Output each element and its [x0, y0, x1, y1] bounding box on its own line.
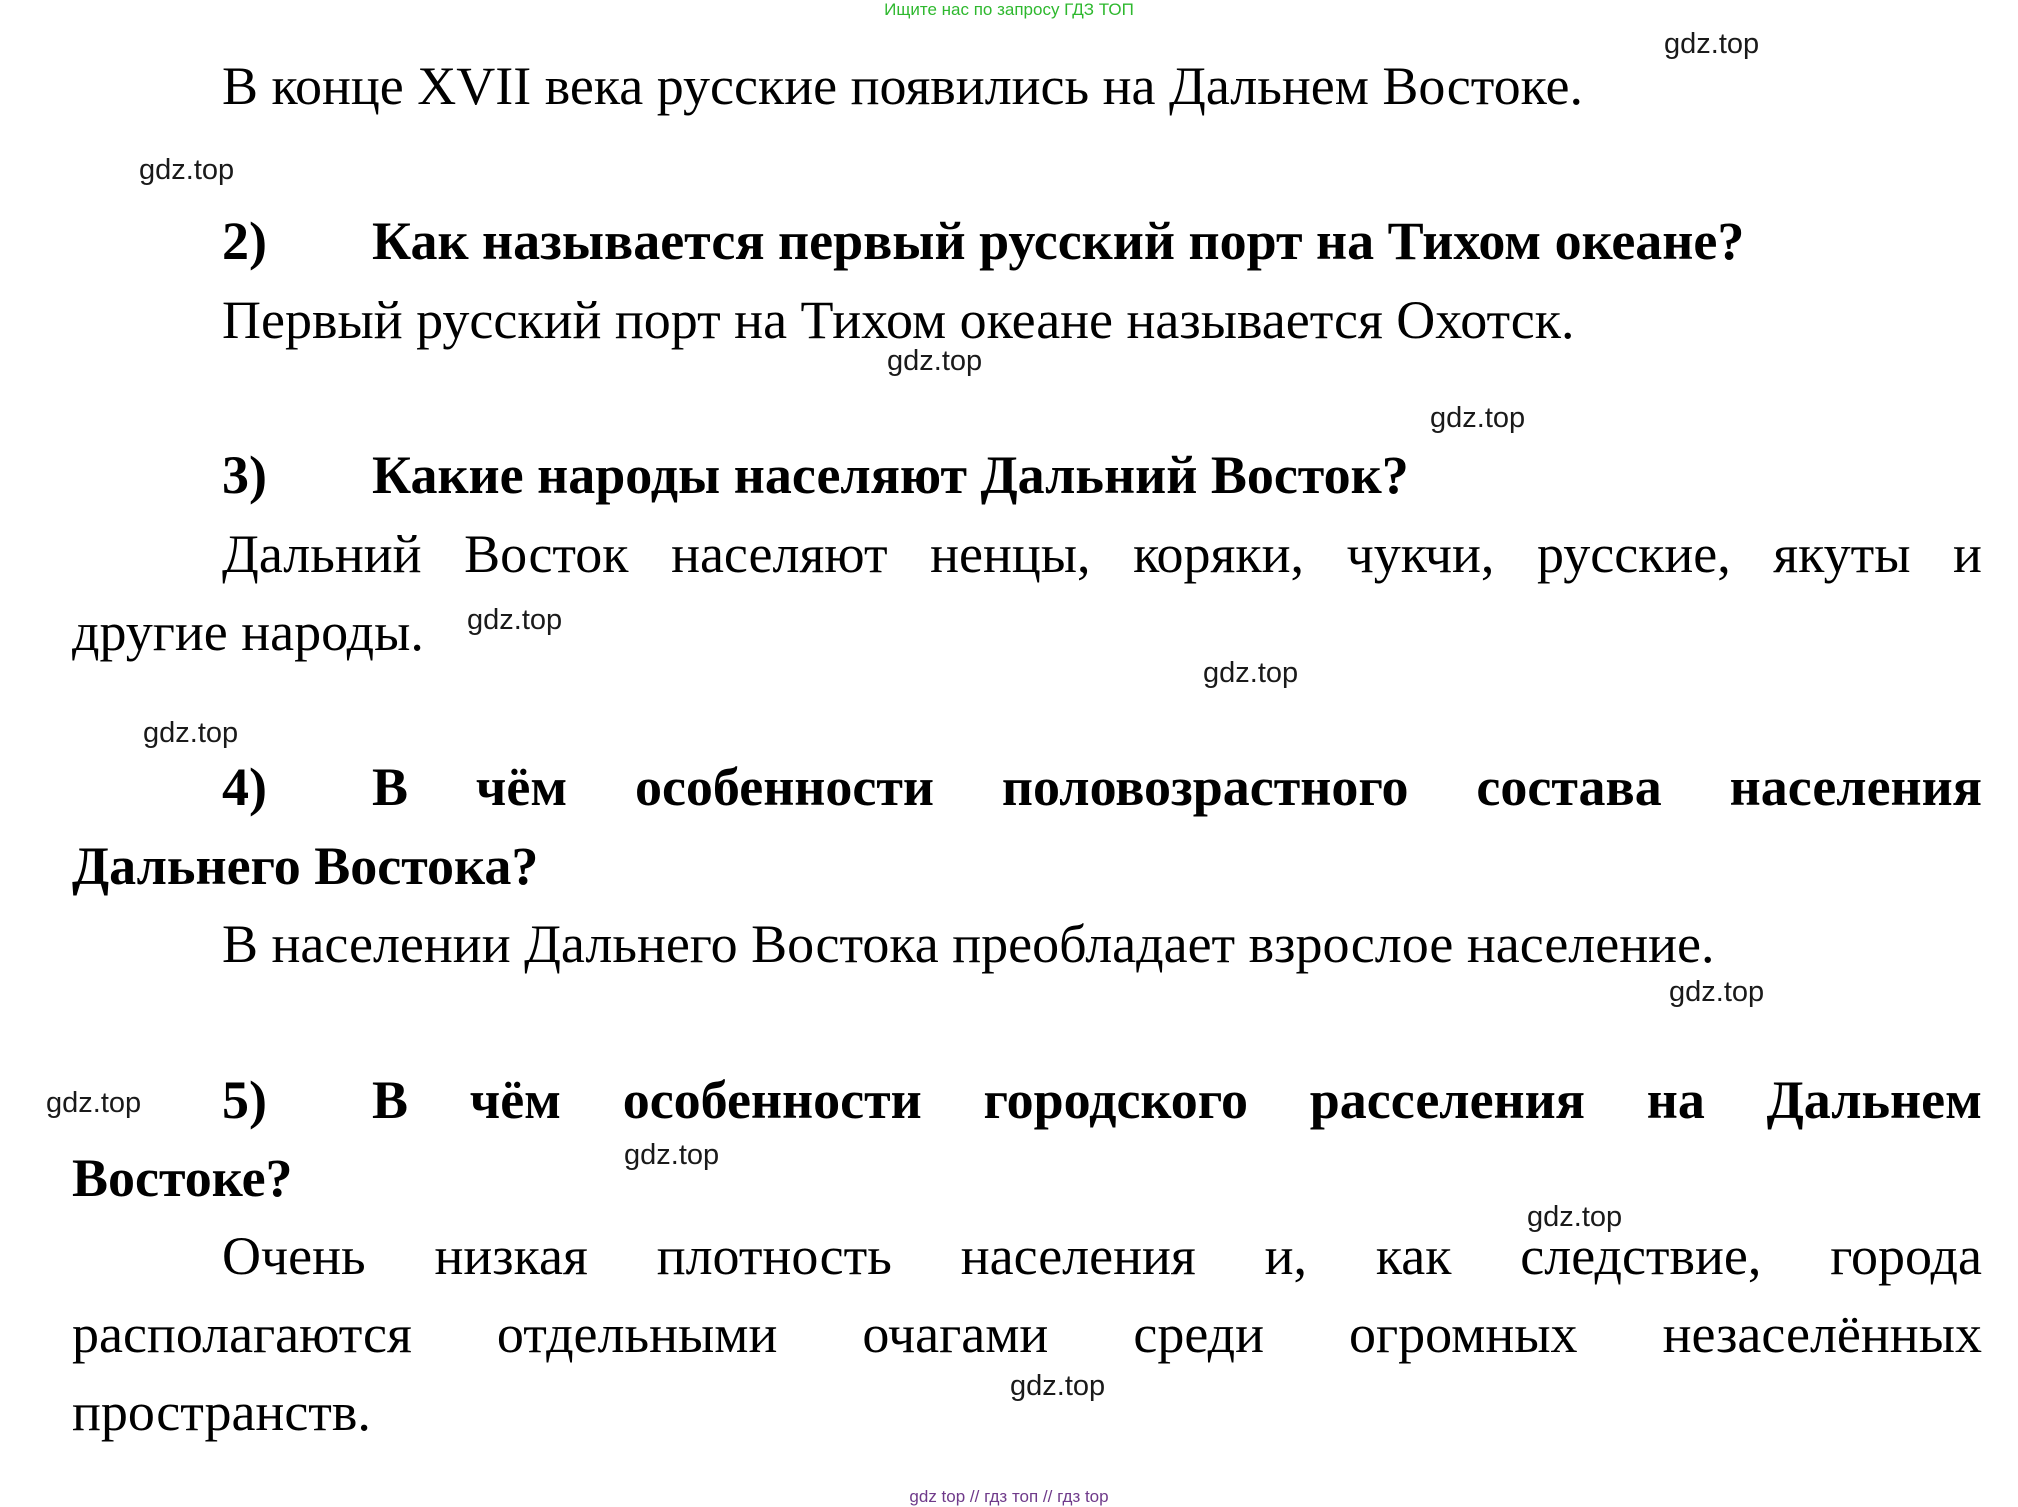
- word: особенности: [634, 757, 935, 817]
- word: ненцы,: [930, 524, 1091, 584]
- word: населения: [960, 1226, 1196, 1286]
- top-banner: Ищите нас по запросу ГДЗ ТОП: [884, 0, 1134, 19]
- question-5-line-2: Востоке?: [72, 1148, 293, 1208]
- word: отдельными: [496, 1304, 778, 1364]
- watermark: gdz.top: [139, 154, 235, 186]
- answer-3-line-1: [222, 524, 1982, 584]
- word: особенности: [622, 1070, 922, 1130]
- answer-1: В конце XVII века русские появились на Дальнем Востоке.: [222, 56, 1583, 116]
- word: очагами: [862, 1304, 1049, 1364]
- answer-2: Первый русский порт на Тихом океане называется Охотск.: [222, 290, 1575, 350]
- word: половозрастного: [1001, 757, 1409, 817]
- watermark: gdz.top: [1203, 657, 1299, 689]
- question-3-number: 3): [222, 445, 267, 505]
- word: Дальнем: [1766, 1070, 1982, 1130]
- watermark: gdz.top: [143, 717, 239, 749]
- word: чём: [475, 757, 568, 817]
- word: В: [372, 757, 409, 817]
- word: Дальний: [222, 524, 422, 584]
- word: населения: [1729, 757, 1982, 817]
- answer-5-line-3: пространств.: [72, 1382, 371, 1442]
- footer: gdz top // гдз топ // гдз top: [909, 1487, 1109, 1506]
- word: огромных: [1349, 1304, 1578, 1364]
- word: Очень: [222, 1226, 366, 1286]
- question-4-line-2: Дальнего Востока?: [72, 836, 539, 896]
- answer-4: В населении Дальнего Востока преобладает взрослое население.: [222, 914, 1715, 974]
- watermark: gdz.top: [1430, 402, 1526, 434]
- watermark: gdz.top: [46, 1087, 142, 1119]
- word: и: [1953, 524, 1982, 584]
- watermark: gdz.top: [1527, 1201, 1623, 1233]
- word: плотность: [656, 1226, 892, 1286]
- answer-5-line-1: [222, 1226, 1982, 1286]
- watermark: gdz.top: [1664, 28, 1760, 60]
- question-2-text: Как называется первый русский порт на Тихом океане?: [372, 211, 1745, 271]
- word: В: [372, 1070, 409, 1130]
- question-2-number: 2): [222, 211, 267, 271]
- word: состава: [1476, 757, 1662, 817]
- question-5-line-1: [372, 1070, 1982, 1130]
- question-5-number: 5): [222, 1070, 267, 1130]
- word: чукчи,: [1346, 524, 1495, 584]
- word: городского: [983, 1070, 1248, 1130]
- word: якуты: [1773, 524, 1911, 584]
- word: как: [1375, 1226, 1452, 1286]
- word: низкая: [434, 1226, 588, 1286]
- watermark: gdz.top: [1010, 1370, 1106, 1402]
- word: следствие,: [1520, 1226, 1762, 1286]
- word: на: [1646, 1070, 1705, 1130]
- word: коряки,: [1133, 524, 1305, 584]
- word: русские,: [1536, 524, 1731, 584]
- word: и,: [1264, 1226, 1307, 1286]
- word: незаселённых: [1662, 1304, 1982, 1364]
- word: населяют: [671, 524, 888, 584]
- question-3-text: Какие народы населяют Дальний Восток?: [372, 445, 1409, 505]
- word: среди: [1133, 1304, 1264, 1364]
- watermark: gdz.top: [467, 604, 563, 636]
- answer-5-line-2: [72, 1304, 1982, 1364]
- word: расселения: [1309, 1070, 1586, 1130]
- watermark: gdz.top: [887, 345, 983, 377]
- word: города: [1830, 1226, 1982, 1286]
- word: чём: [469, 1070, 561, 1130]
- watermark: gdz.top: [624, 1139, 720, 1171]
- word: располагаются: [72, 1304, 412, 1364]
- question-4-number: 4): [222, 757, 267, 817]
- question-4-line-1: [372, 757, 1982, 817]
- answer-3-line-2: другие народы.: [72, 602, 424, 662]
- watermark: gdz.top: [1669, 976, 1765, 1008]
- word: Восток: [464, 524, 629, 584]
